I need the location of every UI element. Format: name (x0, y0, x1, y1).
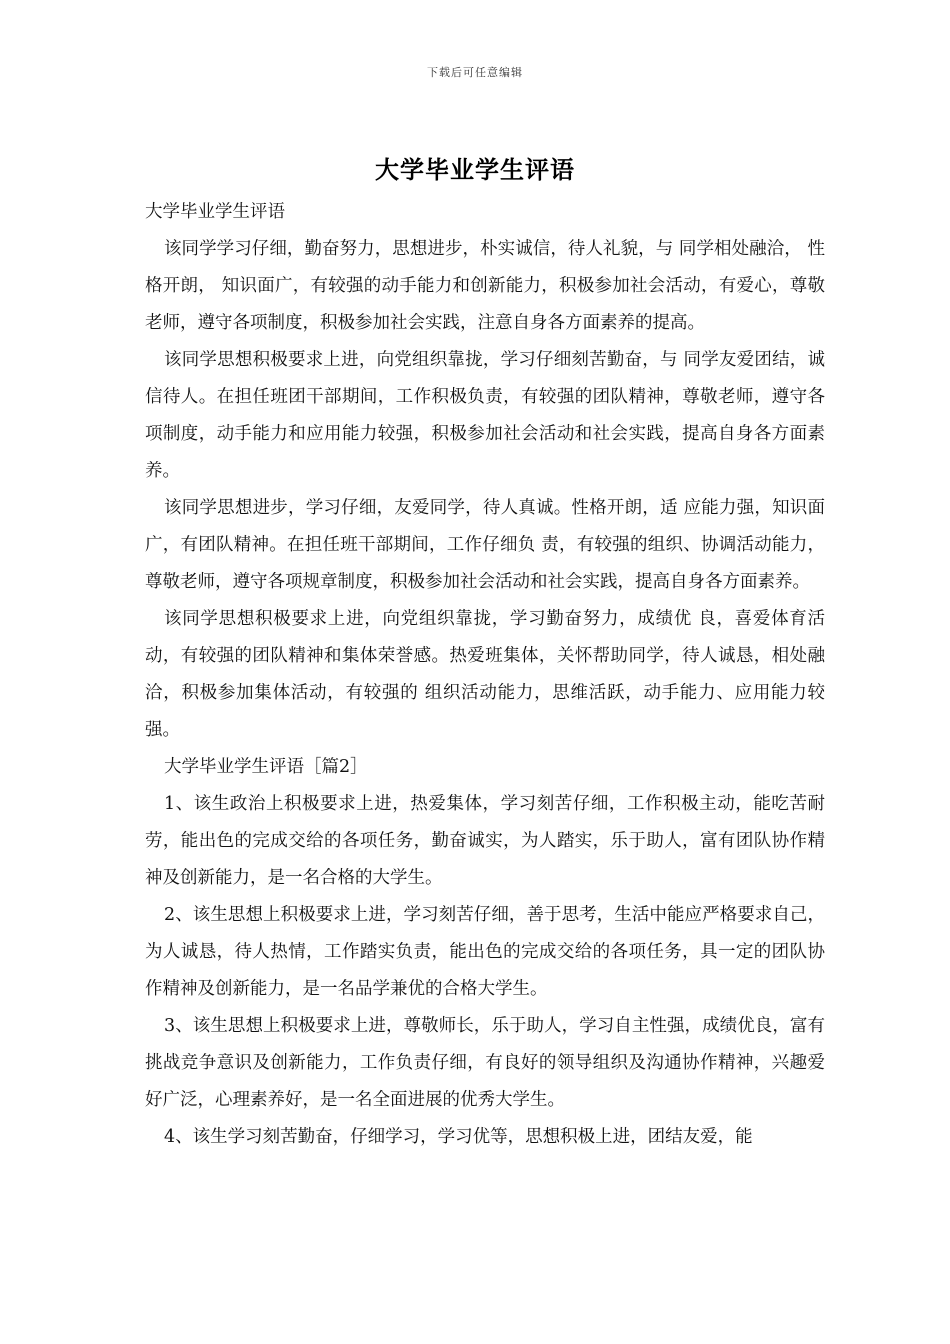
list-item: 1、该生政治上积极要求上进，热爱集体，学习刻苦仔细，工作积极主动，能吃苦耐劳，能出色的完成交给的各项任务，勤奋诚实，为人踏实，乐于助人，富有团队协作精神及创新能力，是一名合格的大学生。 (145, 794, 825, 888)
list-item: 3、该生思想上积极要求上进，尊敬师长，乐于助人，学习自主性强，成绩优良，富有挑战竞争意识及创新能力，工作负责仔细，有良好的领导组织及沟通协作精神，兴趣爱好广泛，心理素养好，是一名全面进展的优秀大学生。 (145, 1016, 825, 1110)
document-body (145, 194, 825, 1156)
paragraph: 该同学思想积极要求上进，向党组织靠拢，学习勤奋努力，成绩优 良，喜爱体育活动，有较强的团队精神和集体荣誉感。热爱班集体，关怀帮助同学，待人诚恳，相处融洽，积极参加集体活动，有较强的 组织活动能力，思维活跃，动手能力、应用能力较强。 (145, 609, 825, 740)
list-item: 4、该生学习刻苦勤奋，仔细学习，学习优等，思想积极上进，团结友爱，能 (164, 1127, 753, 1147)
list-item: 2、该生思想上积极要求上进，学习刻苦仔细，善于思考，生活中能应严格要求自己，为人诚恳，待人热情，工作踏实负责，能出色的完成交给的各项任务，具一定的团队协作精神及创新能力，是一名品学兼优的合格大学生。 (145, 905, 825, 999)
document-title: 大学毕业学生评语 (375, 155, 575, 184)
paragraph: 该同学学习仔细，勤奋努力，思想进步，朴实诚信，待人礼貌，与 同学相处融洽， 性格开朗， 知识面广，有较强的动手能力和创新能力，积极参加社会活动，有爱心，尊敬老师，遵守各项制度，积极参加社会实践，注意自身各方面素养的提高。 (145, 239, 825, 333)
paragraph: 该同学思想进步，学习仔细，友爱同学，待人真诚。性格开朗，适 应能力强，知识面广，有团队精神。在担任班干部期间，工作仔细负 责，有较强的组织、协调活动能力，尊敬老师，遵守各项规章制度，积极参加社会活动和社会实践，提高自身各方面素养。 (145, 498, 825, 592)
paragraph: 该同学思想积极要求上进，向党组织靠拢，学习仔细刻苦勤奋，与 同学友爱团结，诚信待人。在担任班团干部期间，工作积极负责，有较强的团队精神，尊敬老师，遵守各项制度，动手能力和应用能力较强，积极参加社会活动和社会实践，提高自身各方面素养。 (145, 350, 825, 481)
header-note: 下载后可任意编辑 (427, 66, 523, 79)
subtitle: 大学毕业学生评语 (145, 202, 285, 222)
section-heading: 大学毕业学生评语［篇2］ (164, 757, 368, 777)
